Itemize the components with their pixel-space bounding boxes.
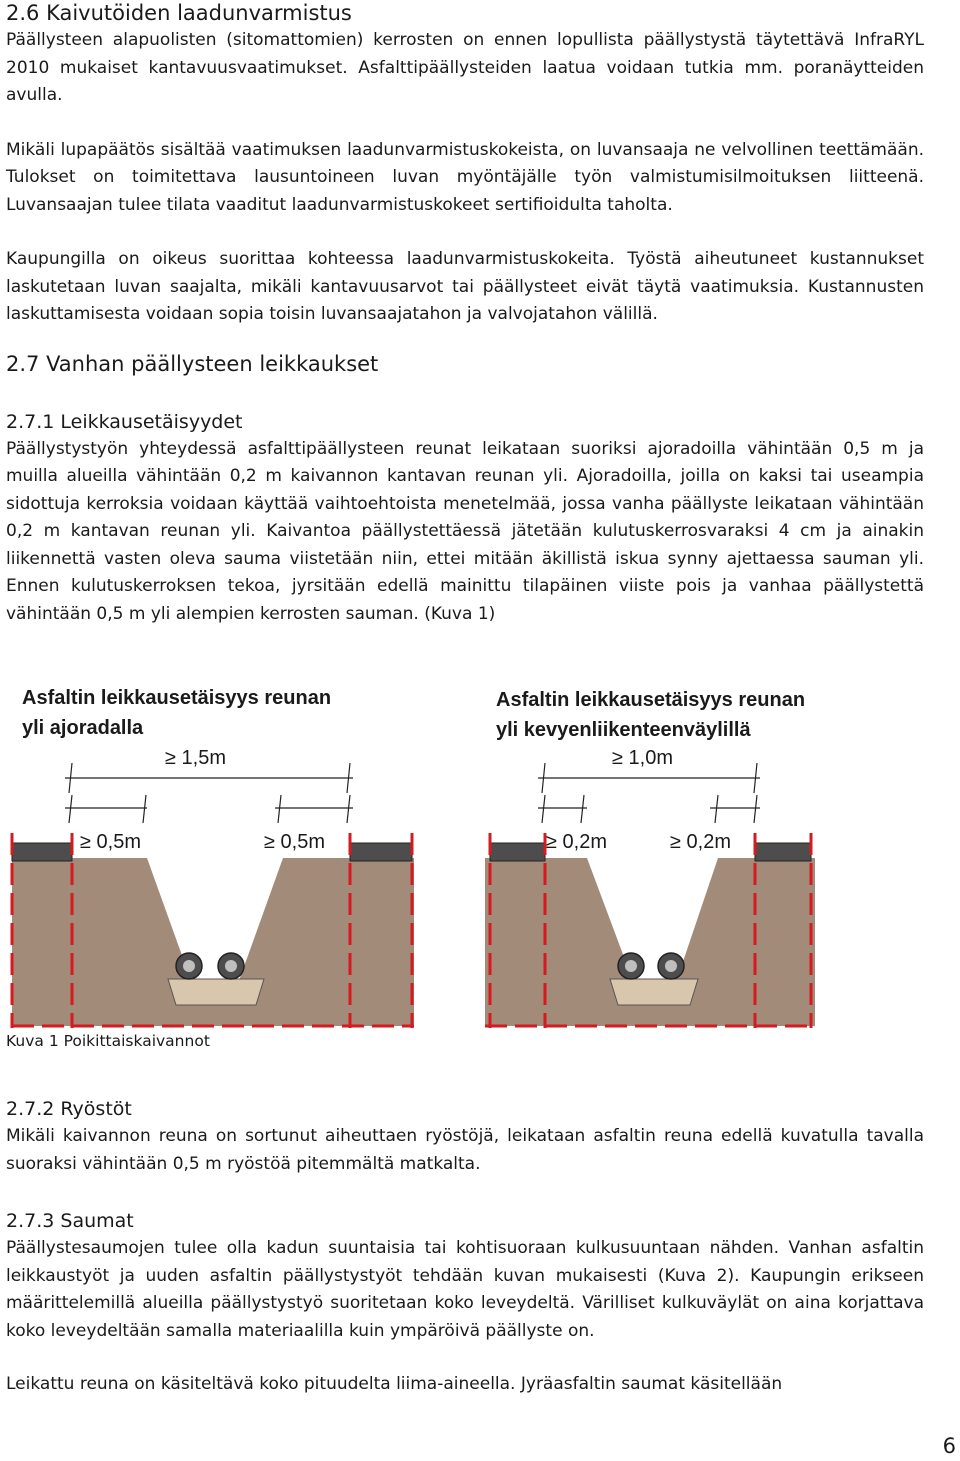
left-trench-diagram — [12, 763, 414, 1028]
right-top-dimension: ≥ 1,0m — [612, 747, 673, 769]
paragraph-2-6-1: Päällysteen alapuolisten (sitomattomien) kerrosten on ennen lopullista päällystystä täytettävä InfraRYL 2010 mukaiset kantavuusvaatimukset. Asfalttipäällysteiden laatua voidaan tutkia mm. poranäytteiden avulla. — [6, 30, 924, 105]
left-figure-title-line1: Asfaltin leikkausetäisyys reunan — [22, 687, 332, 709]
figure-caption: Kuva 1 Poikittaiskaivannot — [6, 1032, 210, 1050]
right-right-dimension: ≥ 0,2m — [670, 831, 731, 853]
figure-trench-cross-sections — [0, 683, 960, 1033]
paragraph-2-7-2: Mikäli kaivannon reuna on sortunut aiheuttaen ryöstöjä, leikataan asfaltin reuna edellä kuvatulla tavalla suoraksi vähintään 0,5 m ryöstöä pitemmältä matkalta. — [6, 1126, 924, 1174]
heading-2-7-2: 2.7.2 Ryöstöt — [6, 1098, 132, 1120]
trench-diagrams — [0, 683, 960, 1033]
right-trench-fill — [610, 979, 698, 1005]
left-asphalt-right — [350, 843, 412, 861]
paragraph-2-6-2: Mikäli lupapäätös sisältää vaatimuksen laadunvarmistuskokeista, on luvansaaja ne velvollinen teettämään. Tulokset on toimitettava lausuntoineen luvan myöntäjälle työn valmistumisilmoituksen liitteenä. Luvansaajan tulee tilata vaaditut laadunvarmistuskokeet sertifioidulta taholta. — [6, 139, 924, 215]
right-asphalt-left — [490, 843, 545, 861]
right-figure-title-line2: yli kevyenliikenteenväylillä — [496, 719, 751, 741]
paragraph-2-7-1: Päällystystyön yhteydessä asfalttipäällysteen reunat leikataan suoriksi ajoradoilla vähintään 0,5 m ja muilla alueilla vähintään 0,2 m kaivannon kantavan reunan yli. Ajoradoilla, joilla on kaksi tai useampia sidottuja kerroksia voidaan käyttää vaihtoehtoista menetelmää, jossa vanha päällyste leikataan vähintään 0,2 m kantavan reunan yli. Kaivantoa päällystettäessä jätetään kulutuskerrosvaraksi 4 cm ja ainakin liikennettä vasten oleva sauma viistetään niin, ettei mitään äkillistä iskua synny ajettaessa sauman yli. Ennen kulutuskerroksen tekoa, jyrsitään edellä mainittu tilapäinen viiste pois ja vanhaa päällystettä vähintään 0,5 m yli alempien kerrosten sauman. (Kuva 1) — [6, 438, 924, 624]
right-left-dimension: ≥ 0,2m — [546, 831, 607, 853]
heading-2-7: 2.7 Vanhan päällysteen leikkaukset — [6, 351, 379, 376]
right-figure-title-line1: Asfaltin leikkausetäisyys reunan — [496, 689, 806, 711]
left-pipes — [176, 953, 244, 979]
paragraph-2-7-3-2: Leikattu reuna on käsiteltävä koko pituudelta liima-aineella. Jyräasfaltin saumat käsitellään — [6, 1374, 783, 1394]
document-body — [6, 0, 924, 628]
left-trench-fill — [168, 979, 264, 1005]
left-right-dimension: ≥ 0,5m — [264, 831, 325, 853]
left-asphalt-left — [12, 843, 72, 861]
paragraph-2-6-3: Kaupungilla on oikeus suorittaa kohteessa laadunvarmistuskokeita. Työstä aiheutuneet kustannukset laskutetaan luvan saajalta, mikäli kantavuusarvot tai päällysteet eivät täytä vaatimuksia. Kustannusten laskuttamisesta voidaan sopia toisin luvansaajatahon ja valvojatahon välillä. — [6, 249, 924, 324]
heading-2-7-1: 2.7.1 Leikkausetäisyydet — [6, 410, 243, 433]
right-pipes — [618, 953, 684, 979]
heading-2-6: 2.6 Kaivutöiden laadunvarmistus — [6, 1, 352, 25]
left-top-dimension: ≥ 1,5m — [165, 747, 226, 769]
document-body-lower — [6, 1096, 924, 1399]
page-number: 6 — [942, 1434, 956, 1458]
paragraph-2-7-3-1: Päällystesaumojen tulee olla kadun suuntaisia tai kohtisuoraan kulkusuuntaan nähden. Vanhan asfaltin leikkaustyöt ja uuden asfaltin päällystystyöt tehdään kuvan mukaisesti (Kuva 2). Kaupungin erikseen määrittelemillä alueilla päällystystyö suoritetaan koko leveydeltä. Värilliset kulkuväylät on aina korjattava koko leveydeltään samalla materiaalilla kuin ympäröivä päällyste on. — [6, 1238, 924, 1341]
right-trench-diagram — [485, 763, 815, 1028]
right-asphalt-right — [755, 843, 811, 861]
left-figure-title-line2: yli ajoradalla — [22, 717, 144, 739]
heading-2-7-3: 2.7.3 Saumat — [6, 1210, 134, 1232]
left-left-dimension: ≥ 0,5m — [80, 831, 141, 853]
